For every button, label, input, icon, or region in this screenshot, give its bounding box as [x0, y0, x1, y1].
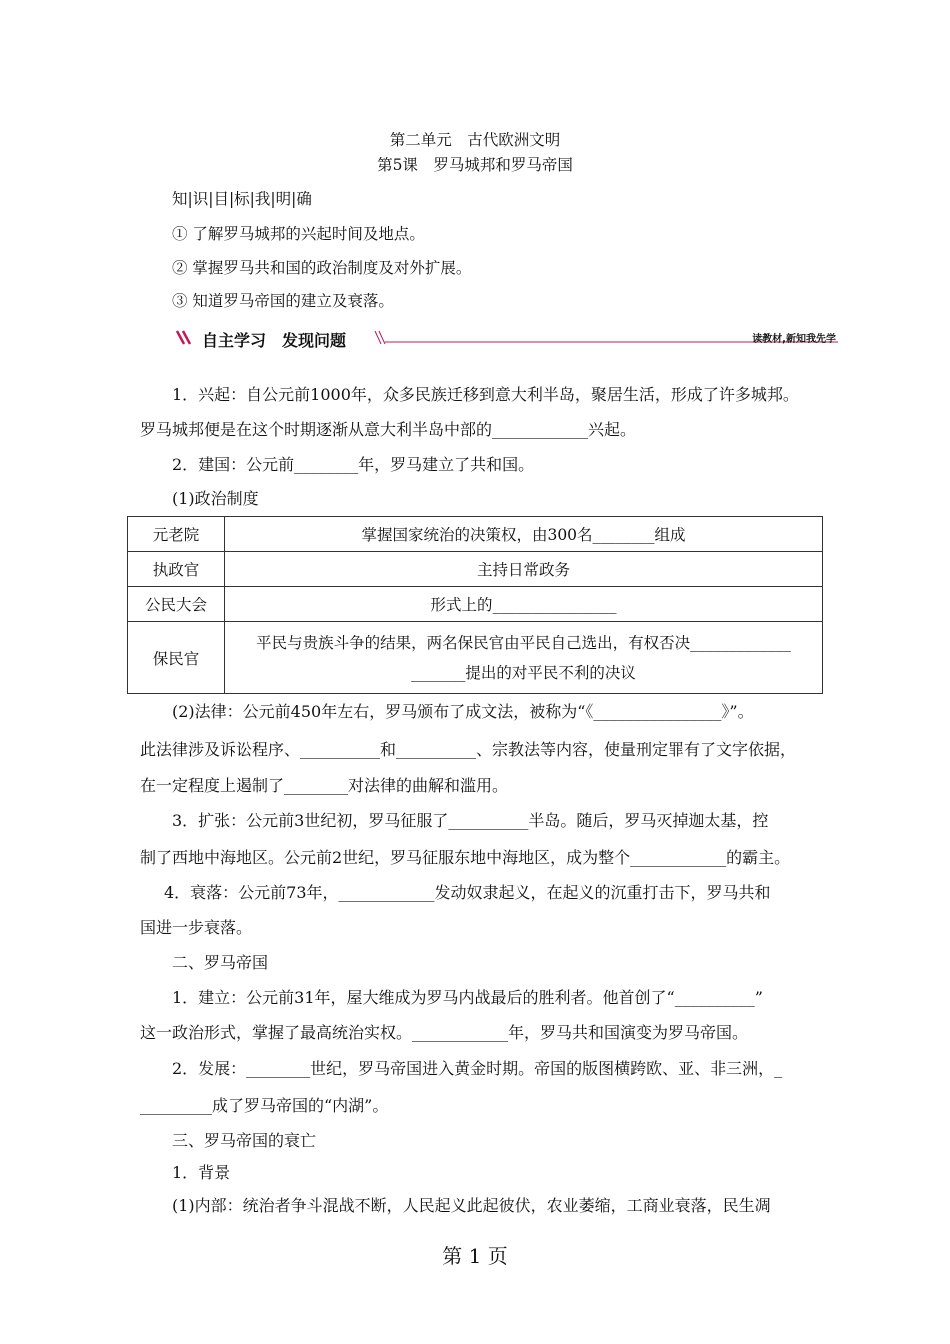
- table-cell-desc: 形式上的________________: [225, 587, 823, 622]
- para-expansion-line1: 3．扩张：公元前3世纪初，罗马征服了__________半岛。随后，罗马灭掉迦太基，控: [172, 811, 769, 830]
- table-row: [128, 622, 823, 694]
- table-cell-desc: [225, 622, 823, 694]
- page-number: 第 1 页: [442, 1244, 508, 1268]
- para-establish-line2: 这一政治形式，掌握了最高统治实权。____________年，罗马共和国演变为罗马帝国。: [140, 1023, 749, 1042]
- table-cell-name: 保民官: [128, 622, 225, 694]
- para-decline-line1: 4．衰落：公元前73年，____________发动奴隶起义，在起义的沉重打击下，罗马共和: [164, 883, 771, 902]
- para-establish-line1: 1．建立：公元前31年，屋大维成为罗马内战最后的胜利者。他首创了“__________”: [172, 988, 763, 1007]
- political-system-heading: (1)政治制度: [172, 489, 259, 508]
- para-rise-line2: 罗马城邦便是在这个时期逐渐从意大利半岛中部的____________兴起。: [140, 420, 637, 439]
- lesson-title: 第5课 罗马城邦和罗马帝国: [377, 156, 573, 174]
- table-row: [128, 517, 823, 552]
- table-cell-name: 公民大会: [128, 587, 225, 622]
- banner-subtitle: 读教材,新知我先学: [752, 334, 836, 345]
- para-law-line3: 在一定程度上遏制了________对法律的曲解和滥用。: [140, 776, 509, 795]
- objective-item-3: ③ 知道罗马帝国的建立及衰落。: [172, 292, 394, 310]
- section3-heading: 三、罗马帝国的衰亡: [172, 1131, 317, 1150]
- para-development-line1: 2．发展：________世纪，罗马帝国进入黄金时期。帝国的版图横跨欧、亚、非三洲，_: [172, 1059, 783, 1078]
- para-background: 1．背景: [172, 1163, 231, 1182]
- banner-title: 自主学习 发现问题: [202, 331, 347, 350]
- section-banner: [176, 327, 838, 349]
- para-founding: 2．建国：公元前________年，罗马建立了共和国。: [172, 455, 535, 474]
- objective-item-1: ① 了解罗马城邦的兴起时间及地点。: [172, 225, 425, 243]
- table-cell-desc: 主持日常政务: [225, 552, 823, 587]
- table-cell-name: 执政官: [128, 552, 225, 587]
- table-cell-desc: 掌握国家统治的决策权，由300名________组成: [225, 517, 823, 552]
- para-expansion-line2: 制了西地中海地区。公元前2世纪，罗马征服东地中海地区，成为整个____________的霸主。: [140, 848, 791, 867]
- objectives-heading: 知|识|目|标|我|明|确: [172, 190, 312, 208]
- table-cell-desc-line2: _______提出的对平民不利的决议: [411, 663, 636, 682]
- table-row: [128, 587, 823, 622]
- para-law-line1: (2)法律：公元前450年左右，罗马颁布了成文法，被称为“《________________》”。: [172, 702, 754, 721]
- section2-heading: 二、罗马帝国: [172, 953, 269, 972]
- para-rise-line1: 1．兴起：自公元前1000年，众多民族迁移到意大利半岛，聚居生活，形成了许多城邦。: [172, 385, 799, 404]
- para-decline-line2: 国进一步衰落。: [140, 918, 253, 937]
- para-law-line2: 此法律涉及诉讼程序、__________和__________、宗教法等内容，使量刑定罪有了文字依据，: [140, 740, 797, 759]
- table-cell-desc-line1: 平民与贵族斗争的结果，两名保民官由平民自己选出，有权否决_____________: [256, 633, 791, 652]
- unit-title: 第二单元 古代欧洲文明: [389, 131, 561, 149]
- political-system-table: [127, 516, 823, 694]
- table-row: [128, 552, 823, 587]
- table-cell-name: 元老院: [128, 517, 225, 552]
- para-internal: (1)内部：统治者争斗混战不断，人民起义此起彼伏，农业萎缩，工商业衰落，民生凋: [172, 1196, 771, 1215]
- objective-item-2: ② 掌握罗马共和国的政治制度及对外扩展。: [172, 259, 472, 277]
- para-development-line2: _________成了罗马帝国的“内湖”。: [140, 1096, 389, 1115]
